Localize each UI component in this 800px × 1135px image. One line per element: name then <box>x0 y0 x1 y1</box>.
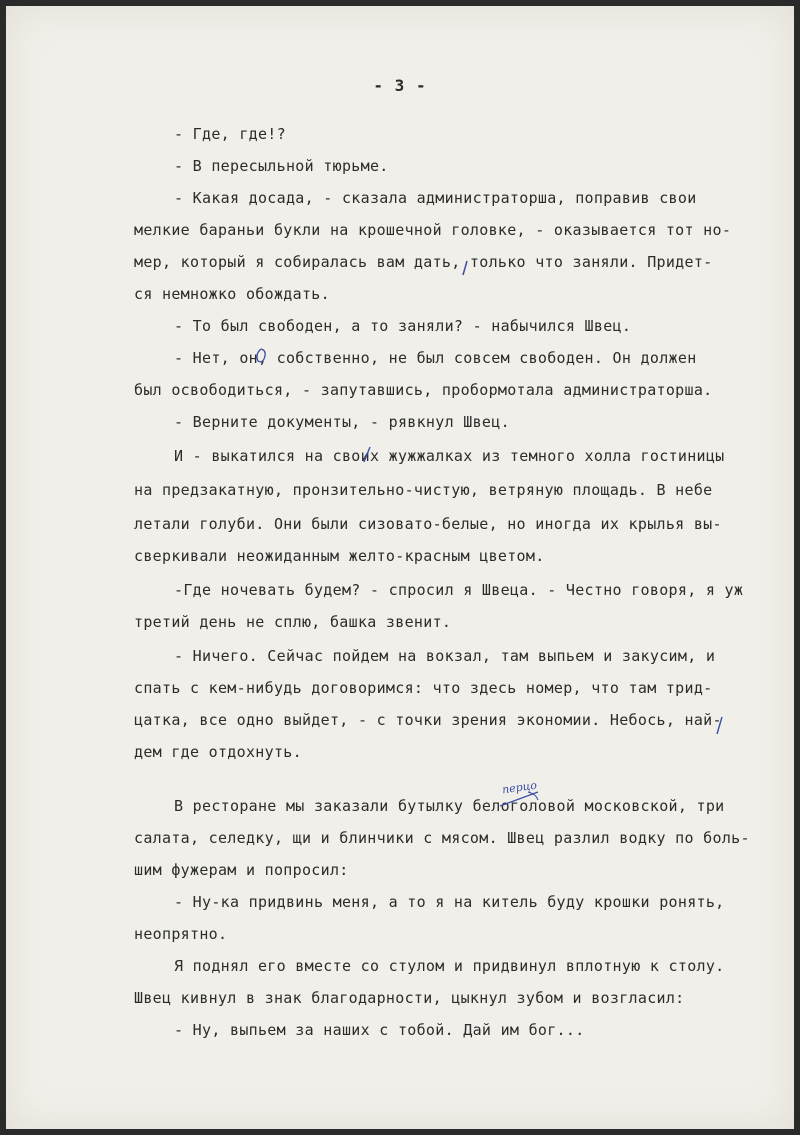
text-line: - Ну-ка придвинь меня, а то я на китель буду крошки ронять, <box>174 893 725 911</box>
text-line: третий день не сплю, башка звенит. <box>134 613 452 631</box>
pen-slash-mark <box>361 444 373 466</box>
text-line: - Где, где!? <box>174 125 286 143</box>
text-line: цатка, все одно выйдет, - с точки зрения экономии. Небось, най- <box>134 711 722 729</box>
typewritten-page <box>6 6 794 1129</box>
pen-letter-mark <box>254 346 268 368</box>
text-line: мелкие бараньи букли на крошечной головке, - оказывается тот но- <box>134 221 732 239</box>
text-line: -Где ночевать будем? - спросил я Швеца. - Честно говоря, я уж <box>174 581 744 599</box>
text-line: спать с кем-нибудь договоримся: что здесь номер, что там трид- <box>134 679 713 697</box>
text-line: мер, который я собиралась вам дать, только что заняли. Придет- <box>134 253 713 271</box>
strike-mark <box>498 788 540 810</box>
text-line: Я поднял его вместе со стулом и придвинул вплотную к столу. <box>174 957 725 975</box>
text-line: неопрятно. <box>134 925 228 943</box>
handwritten-correction: перцо <box>501 778 538 797</box>
text-line: - Нет, он, собственно, не был совсем свободен. Он должен <box>174 349 697 367</box>
pen-comma-mark <box>461 259 471 279</box>
text-line: на предзакатную, пронзительно-чистую, ветряную площадь. В небе <box>134 481 713 499</box>
pen-comma-mark-2 <box>714 714 726 738</box>
text-line: - То был свободен, а то заняли? - набычился Швец. <box>174 317 632 335</box>
text-line: ся немножко обождать. <box>134 285 330 303</box>
text-line: был освободиться, - запутавшись, пробормотала администраторша. <box>134 381 713 399</box>
text-line: В ресторане мы заказали бутылку белоголовой московской, три <box>174 797 725 815</box>
text-line: - Ничего. Сейчас пойдем на вокзал, там выпьем и закусим, и <box>174 647 716 665</box>
text-line: салата, селедку, щи и блинчики с мясом. Швец разлил водку по боль- <box>134 829 750 847</box>
text-line: - Какая досада, - сказала администраторша, поправив свои <box>174 189 697 207</box>
text-line: - Ну, выпьем за наших с тобой. Дай им бог... <box>174 1021 585 1039</box>
text-line: Швец кивнул в знак благодарности, цыкнул зубом и возгласил: <box>134 989 685 1007</box>
text-line: И - выкатился на своих жужжалках из темного холла гостиницы <box>174 447 725 465</box>
text-line: сверкивали неожиданным желто-красным цветом. <box>134 547 545 565</box>
page-number: - 3 - <box>373 76 427 95</box>
text-line: - Верните документы, - рявкнул Швец. <box>174 413 510 431</box>
text-line: шим фужерам и попросил: <box>134 861 349 879</box>
text-line: летали голуби. Они были сизовато-белые, но иногда их крылья вы- <box>134 515 722 533</box>
text-line: дем где отдохнуть. <box>134 743 302 761</box>
text-line: - В пересыльной тюрьме. <box>174 157 389 175</box>
